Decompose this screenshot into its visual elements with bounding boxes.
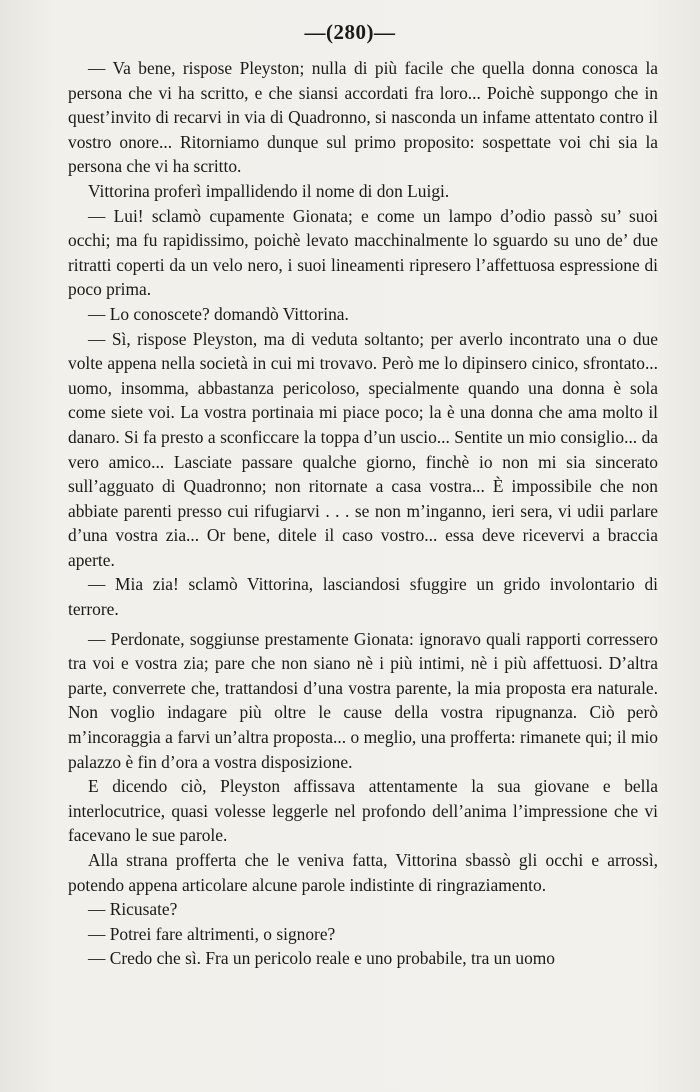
paragraph: Vittorina proferì impallidendo il nome di don Luigi. [88,180,450,201]
paragraph: — Lui! sclamò cupamente Gionata; e come un lampo d’odio passò su’ suoi occhi; ma fu rapidissimo, poichè levato macchinalmente lo sguardo su uno de’ due ritratti coperti da un velo nero, i suoi lineamenti ripresero l’affettuosa espressione di poco prima. [68,205,658,300]
paragraph: — Lo conoscete? domandò Vittorina. [88,303,349,324]
page-number: —(280)— [304,20,396,44]
paragraph: — Credo che sì. Fra un pericolo reale e uno probabile, tra un uomo [88,948,555,969]
paragraph: — Perdonate, soggiunse prestamente Gionata: ignoravo quali rapporti corressero tra voi e vostra zia; pare che non siano nè i più intimi, nè i più affettuosi. D’altra parte, converrete che, trattandosi d’una vostra parente, la mia proposta era naturale. Non voglio indagare più oltre le cause della vostra ripugnanza. Ciò però m’incoraggia a farvi un’altra proposta... o meglio, una profferta: rimanete qui; il mio palazzo è fin d’ora a vostra disposizione. [68,628,658,772]
paragraph: — Potrei fare altrimenti, o signore? [88,923,336,944]
paragraph: — Sì, rispose Pleyston, ma di veduta soltanto; per averlo incontrato una o due volte appena nella società in cui mi trovavo. Però me lo dipinsero cinico, sfrontato... uomo, insomma, abbastanza pericoloso, specialmente quando una donna è sola come siete voi. La vostra portinaia mi piace poco; la è una donna che ama molto il danaro. Si fa presto a sconficcare la toppa d’un uscio... Sentite un mio consiglio... da vero amico... Lasciate passare qualche giorno, finchè io non mi sia sincerato sull’agguato di Quadronno; non ritornate a casa vostra... È impossibile che non abbiate parenti presso cui rifugiarvi . . . se non m’inganno, ieri sera, vi udii parlare d’una vostra zia... Or bene, ditele il caso vostro... essa deve ricevervi a braccia aperte. [68,328,658,570]
paragraph: — Va bene, rispose Pleyston; nulla di più facile che quella donna conosca la persona che vi ha scritto, e che siansi accordati fra loro... Poichè suppongo che in quest’invito di recarvi in via di Quadronno, si nasconda un infame attentato contro il vostro onore... Ritorniamo dunque sul primo proposito: sospettate voi chi sia la persona che vi ha scritto. [68,58,658,177]
paragraph: Alla strana profferta che le veniva fatta, Vittorina sbassò gli occhi e arrossì, potendo appena articolare alcune parole indistinte di ringraziamento. [68,850,658,895]
page-text [68,56,658,971]
paragraph: — Ricusate? [88,899,178,920]
paragraph: — Mia zia! sclamò Vittorina, lasciandosi sfuggire un grido involontario di terrore. [68,574,658,620]
paragraph: E dicendo ciò, Pleyston affissava attentamente la sua giovane e bella interlocutrice, quasi volesse leggerle nel profondo dell’anima l’impressione che vi facevano le sue parole. [68,776,658,846]
